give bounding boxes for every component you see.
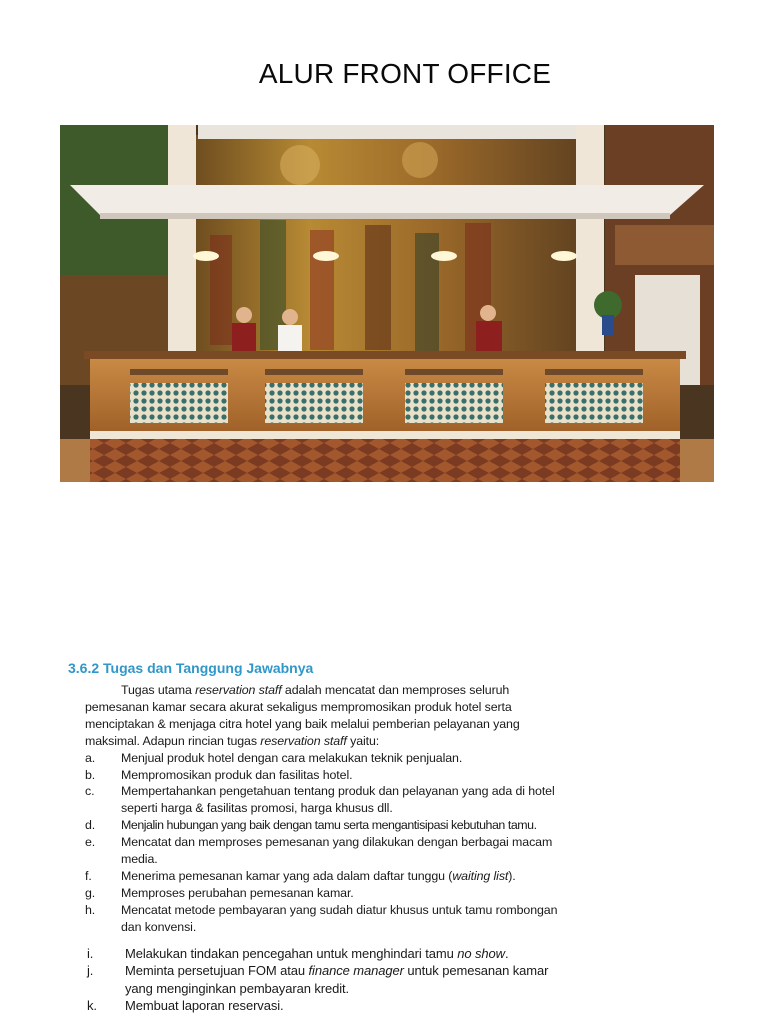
page-title: ALUR FRONT OFFICE <box>258 58 552 89</box>
list-item: i. Melakukan tindakan pencegahan untuk menghindari tamu no show. <box>87 945 509 961</box>
list-item: a. Menjual produk hotel dengan cara melakukan teknik penjualan. <box>85 750 463 765</box>
task-list <box>68 750 568 1015</box>
section-heading: 3.6.2 Tugas dan Tanggung Jawabnya <box>68 660 314 676</box>
list-item: f. Menerima pemesanan kamar yang ada dalam daftar tunggu (waiting list). <box>85 868 516 883</box>
list-item: c. Mempertahankan pengetahuan tentang produk dan pelayanan yang ada di hotel seperti harga & fasilitas promosi, harga khusus dll. <box>85 784 555 816</box>
list-item: b. Mempromosikan produk dan fasilitas hotel. <box>85 767 353 782</box>
hotel-lobby-photo <box>60 125 714 482</box>
list-item: k. Membuat laporan reservasi. <box>87 998 284 1014</box>
list-item: h. Mencatat metode pembayaran yang sudah diatur khusus untuk tamu rombongan dan konvensi. <box>85 902 558 934</box>
list-item: j. Meminta persetujuan FOM atau finance manager untuk pemesanan kamar yang menginginkan pembayaran kredit. <box>87 963 549 996</box>
section-tugas <box>68 660 568 1015</box>
list-item: d. Menjalin hubungan yang baik dengan tamu serta mengantisipasi kebutuhan tamu. <box>85 818 537 833</box>
list-item: g. Memproses perubahan pemesanan kamar. <box>85 885 354 900</box>
intro-paragraph: Tugas utama reservation staff adalah mencatat dan memproses seluruh pemesanan kamar secara akurat sekaligus mempromosikan produk hotel serta menciptakan & menjaga citra hotel yang baik melalui pemberian pelayanan yang maksimal. Adapun rincian tugas reservation staff yaitu: <box>85 683 520 748</box>
list-item: e. Mencatat dan memproses pemesanan yang dilakukan dengan berbagai macam media. <box>85 835 553 867</box>
